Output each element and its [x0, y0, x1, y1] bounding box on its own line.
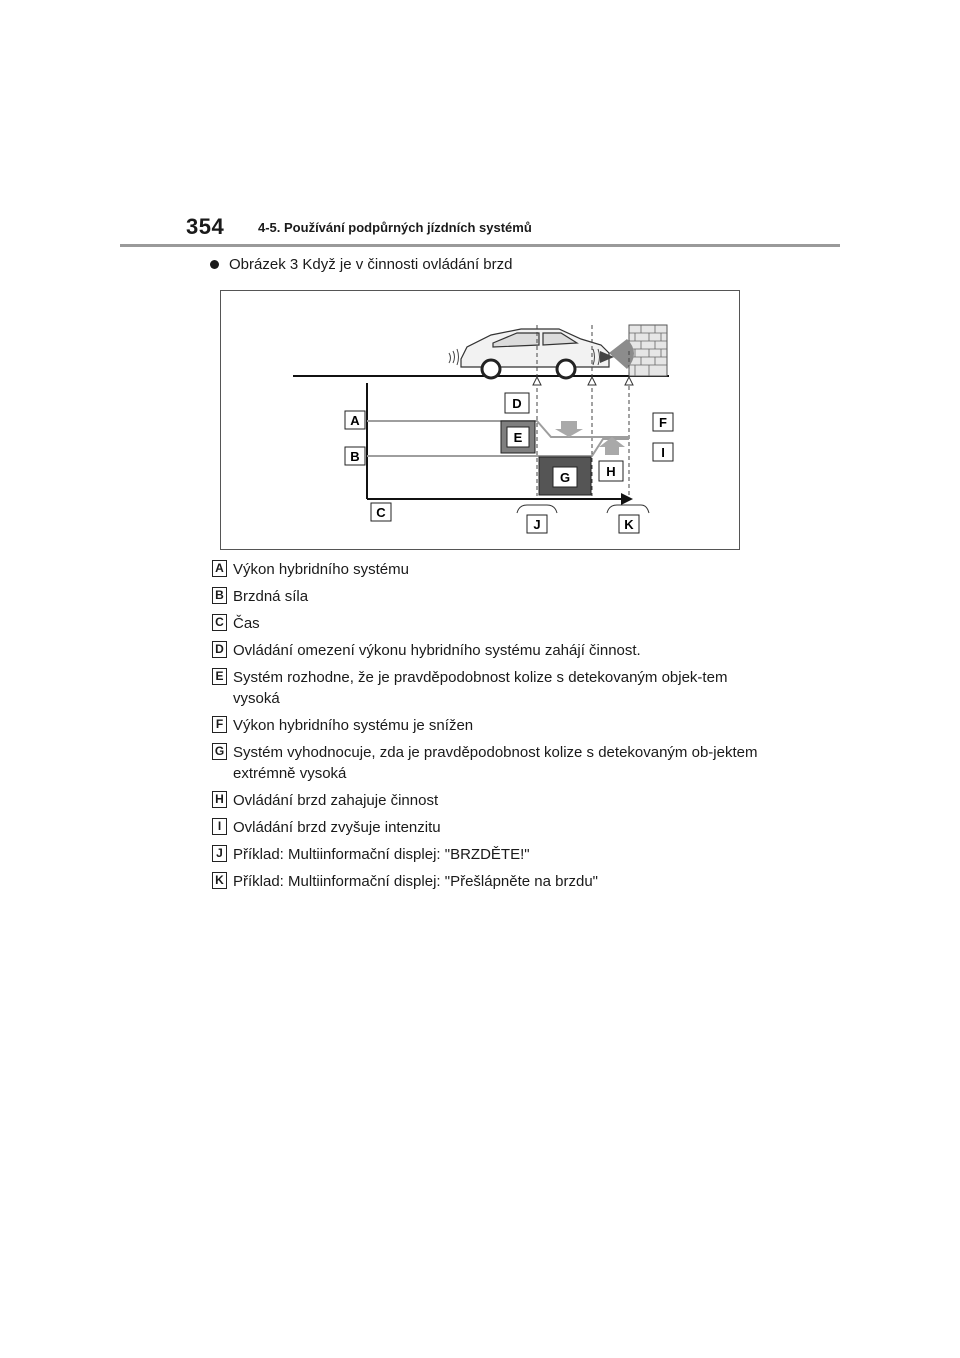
callout-a: A: [350, 413, 360, 428]
figure-legend: [212, 559, 772, 898]
wall-icon: [629, 325, 667, 376]
callout-i: I: [661, 445, 665, 460]
legend-item: [212, 667, 772, 709]
callout-d: D: [512, 396, 522, 411]
callout-g: G: [559, 470, 571, 485]
figure-caption-text: Obrázek 3 Když je v činnosti ovládání brzd: [229, 256, 513, 273]
legend-text: Brzdná síla: [233, 588, 309, 605]
marker-triangles: [533, 377, 633, 385]
callout-f: F: [659, 415, 667, 430]
callout-b: B: [350, 449, 360, 464]
legend-key: B: [212, 587, 227, 604]
legend-text: Ovládání brzd zvyšuje intenzitu: [233, 819, 441, 836]
legend-item: [212, 817, 772, 838]
header-divider: [120, 244, 840, 247]
legend-text: Příklad: Multiinformační displej: "Přešlápněte na brzdu": [233, 873, 598, 890]
brake-control-figure: [220, 290, 740, 550]
callout-j: J: [533, 517, 541, 532]
legend-item: [212, 586, 772, 607]
legend-item: [212, 871, 772, 892]
section-title: 4-5. Používání podpůrných jízdních systémů: [258, 220, 532, 235]
time-axis-arrow-icon: [621, 493, 633, 505]
legend-key: H: [212, 791, 227, 808]
legend-key: E: [212, 668, 227, 685]
legend-text: Výkon hybridního systému je snížen: [233, 717, 474, 734]
legend-key: J: [212, 845, 227, 862]
legend-key: K: [212, 872, 227, 889]
legend-item: [212, 844, 772, 865]
legend-text: Ovládání brzd zahajuje činnost: [233, 792, 439, 809]
legend-key: C: [212, 614, 227, 631]
legend-key: F: [212, 716, 227, 733]
callout-k: K: [624, 517, 634, 532]
legend-key: G: [212, 743, 227, 760]
legend-text: Systém rozhodne, že je pravděpodobnost kolize s detekovaným objek-tem vysoká: [233, 669, 728, 707]
interval-brackets: [517, 505, 649, 513]
legend-item: [212, 559, 772, 580]
power-curve: [367, 421, 629, 437]
legend-text: Systém vyhodnocuje, zda je pravděpodobnost kolize s detekovaným ob-jektem extrémně vysoká: [233, 744, 758, 782]
legend-key: I: [212, 818, 227, 835]
callout-c: C: [376, 505, 386, 520]
legend-text: Ovládání omezení výkonu hybridního systému zahájí činnost.: [233, 642, 641, 659]
legend-item: [212, 742, 772, 784]
legend-text: Výkon hybridního systému: [233, 561, 409, 578]
page-number: 354: [186, 214, 225, 239]
power-decrease-arrow-icon: [555, 421, 583, 437]
legend-item: [212, 613, 772, 634]
legend-text: Čas: [233, 615, 260, 632]
figure-drawing: [221, 291, 741, 551]
legend-item: [212, 640, 772, 661]
legend-item: [212, 790, 772, 811]
brake-curve: [367, 439, 629, 456]
legend-key: D: [212, 641, 227, 658]
bullet-icon: [210, 260, 219, 269]
callout-e: E: [513, 430, 523, 445]
figure-caption: [210, 256, 512, 273]
legend-text: Příklad: Multiinformační displej: "BRZDĚTE!": [233, 846, 530, 863]
callout-h: H: [606, 464, 616, 479]
radar-beam-icon: [609, 339, 634, 369]
car-icon: [461, 329, 609, 378]
legend-key: A: [212, 560, 227, 577]
legend-item: [212, 715, 772, 736]
